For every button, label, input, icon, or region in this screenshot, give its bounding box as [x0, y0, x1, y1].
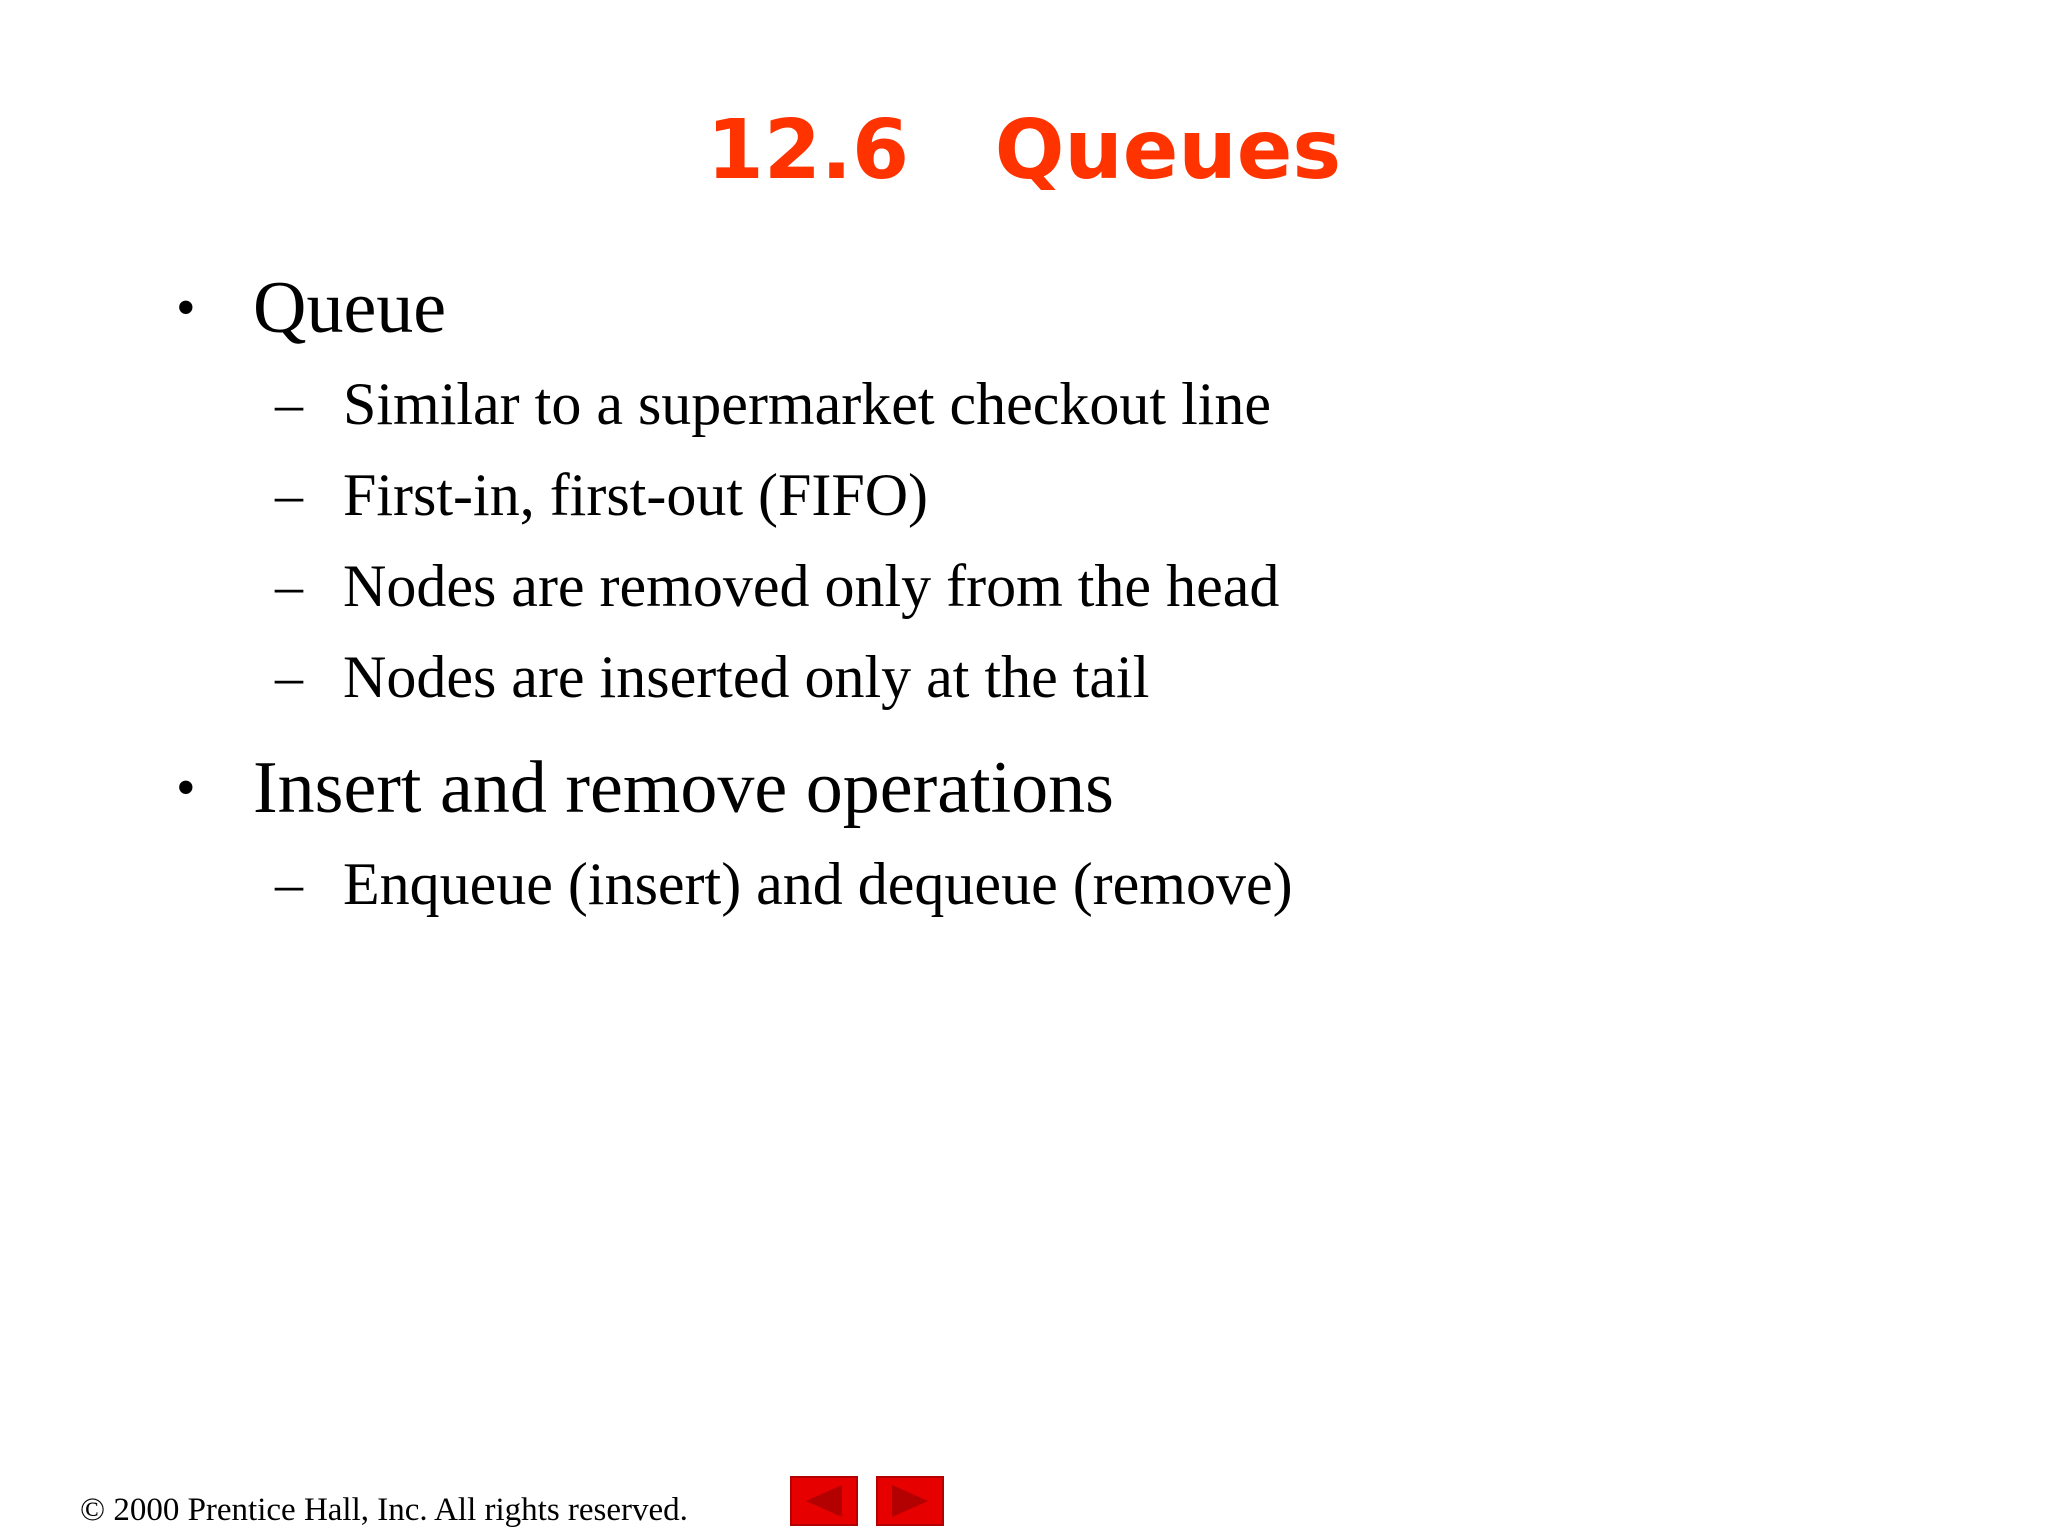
copyright-footer: © 2000 Prentice Hall, Inc. All rights reserved.	[80, 1492, 688, 1528]
dash-marker: –	[275, 464, 303, 526]
dash-marker: –	[275, 555, 303, 617]
left-arrow-icon	[792, 1478, 856, 1524]
subitem-text: First-in, first-out (FIFO)	[343, 462, 928, 528]
dash-marker: –	[275, 853, 303, 915]
right-arrow-icon	[878, 1478, 942, 1524]
next-slide-button[interactable]	[876, 1476, 944, 1526]
subitem-text: Similar to a supermarket checkout line	[343, 371, 1272, 437]
slide-title: 12.6 Queues	[706, 103, 1342, 198]
subitem-text: Nodes are removed only from the head	[343, 553, 1280, 619]
bullet-text: Insert and remove operations	[253, 747, 1114, 829]
bullet-marker: •	[176, 277, 196, 339]
dash-marker: –	[275, 373, 303, 435]
bullet-marker: •	[176, 757, 196, 819]
subitem-text: Nodes are inserted only at the tail	[343, 644, 1150, 710]
bullet-text: Queue	[253, 267, 447, 349]
subitem-text: Enqueue (insert) and dequeue (remove)	[343, 851, 1293, 917]
previous-slide-button[interactable]	[790, 1476, 858, 1526]
dash-marker: –	[275, 646, 303, 708]
